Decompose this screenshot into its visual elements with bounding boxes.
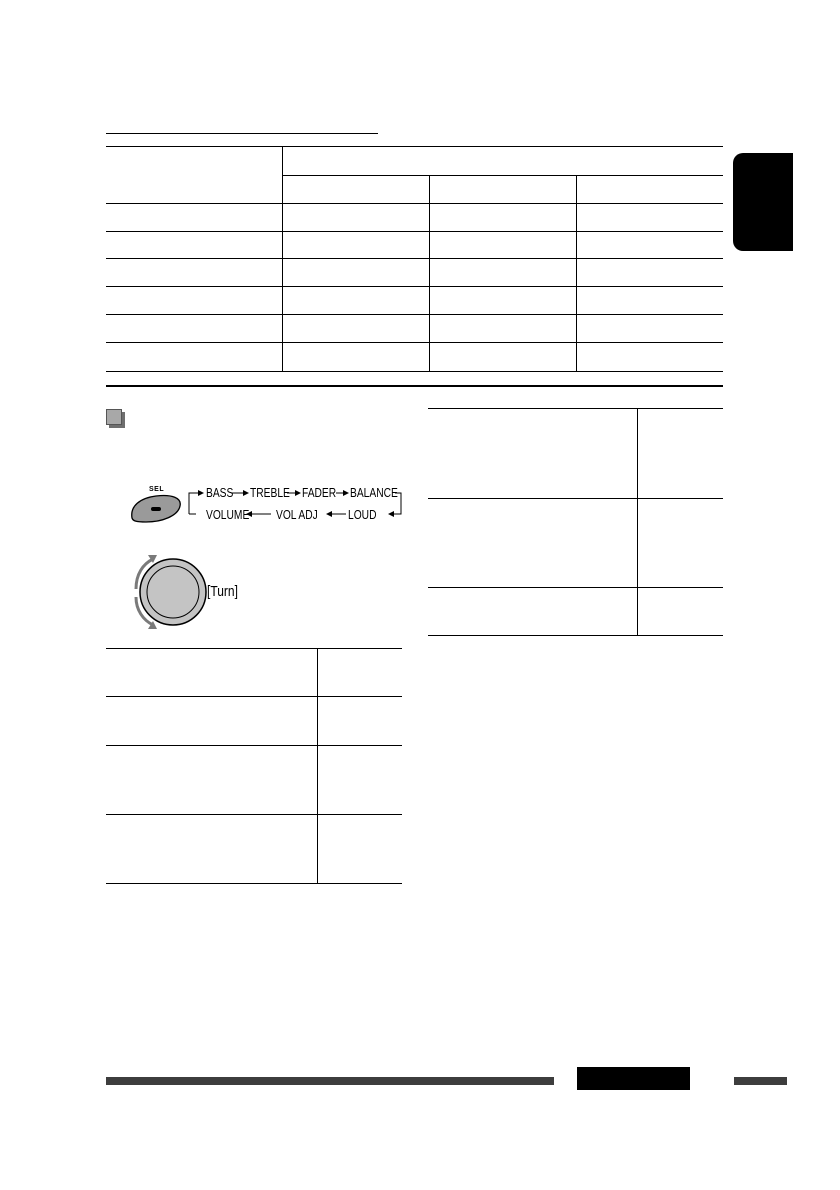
right-table (428, 408, 723, 636)
title-underline (106, 133, 378, 134)
table-rule (282, 175, 723, 176)
control-dial-icon (126, 552, 216, 632)
table-rule (106, 371, 723, 372)
table-column-rule (429, 175, 430, 371)
section-square-icon (106, 409, 122, 425)
flow-item-loud: LOUD (348, 508, 377, 522)
table-rule (106, 258, 723, 259)
table-rule (106, 883, 402, 884)
table-rule (106, 146, 723, 147)
table-column-rule (576, 175, 577, 371)
table-rule (428, 635, 723, 636)
table-rule (106, 814, 402, 815)
flow-item-treble: TREBLE (250, 486, 290, 500)
lower-left-table (106, 648, 402, 884)
flow-item-volume: VOLUME (206, 508, 250, 522)
table-rule (106, 203, 723, 204)
sound-adjust-flow-diagram (126, 480, 406, 530)
flow-item-fader: FADER (302, 486, 337, 500)
table-rule (106, 648, 402, 649)
flow-item-balance: BALANCE (350, 486, 398, 500)
flow-item-bass: BASS (206, 486, 234, 500)
table-column-rule (317, 648, 318, 884)
table-column-rule (637, 408, 638, 636)
table-column-rule (282, 146, 283, 371)
table-rule (106, 314, 723, 315)
table-rule (106, 286, 723, 287)
turn-label: [Turn] (207, 583, 238, 600)
settings-table (106, 146, 723, 372)
footer-bar (106, 1077, 554, 1085)
table-rule (428, 587, 723, 588)
table-rule (106, 696, 402, 697)
flow-item-vol-adj: VOL ADJ (276, 508, 318, 522)
table-rule (428, 498, 723, 499)
section-divider (106, 385, 723, 387)
table-rule (106, 342, 723, 343)
page-number-box (577, 1067, 690, 1090)
table-rule (106, 745, 402, 746)
footer-bar-right (734, 1077, 787, 1085)
sel-button-icon (132, 495, 181, 522)
language-tab (733, 153, 793, 251)
table-rule (428, 408, 723, 409)
table-rule (106, 231, 723, 232)
sel-button-label: SEL (149, 486, 165, 493)
